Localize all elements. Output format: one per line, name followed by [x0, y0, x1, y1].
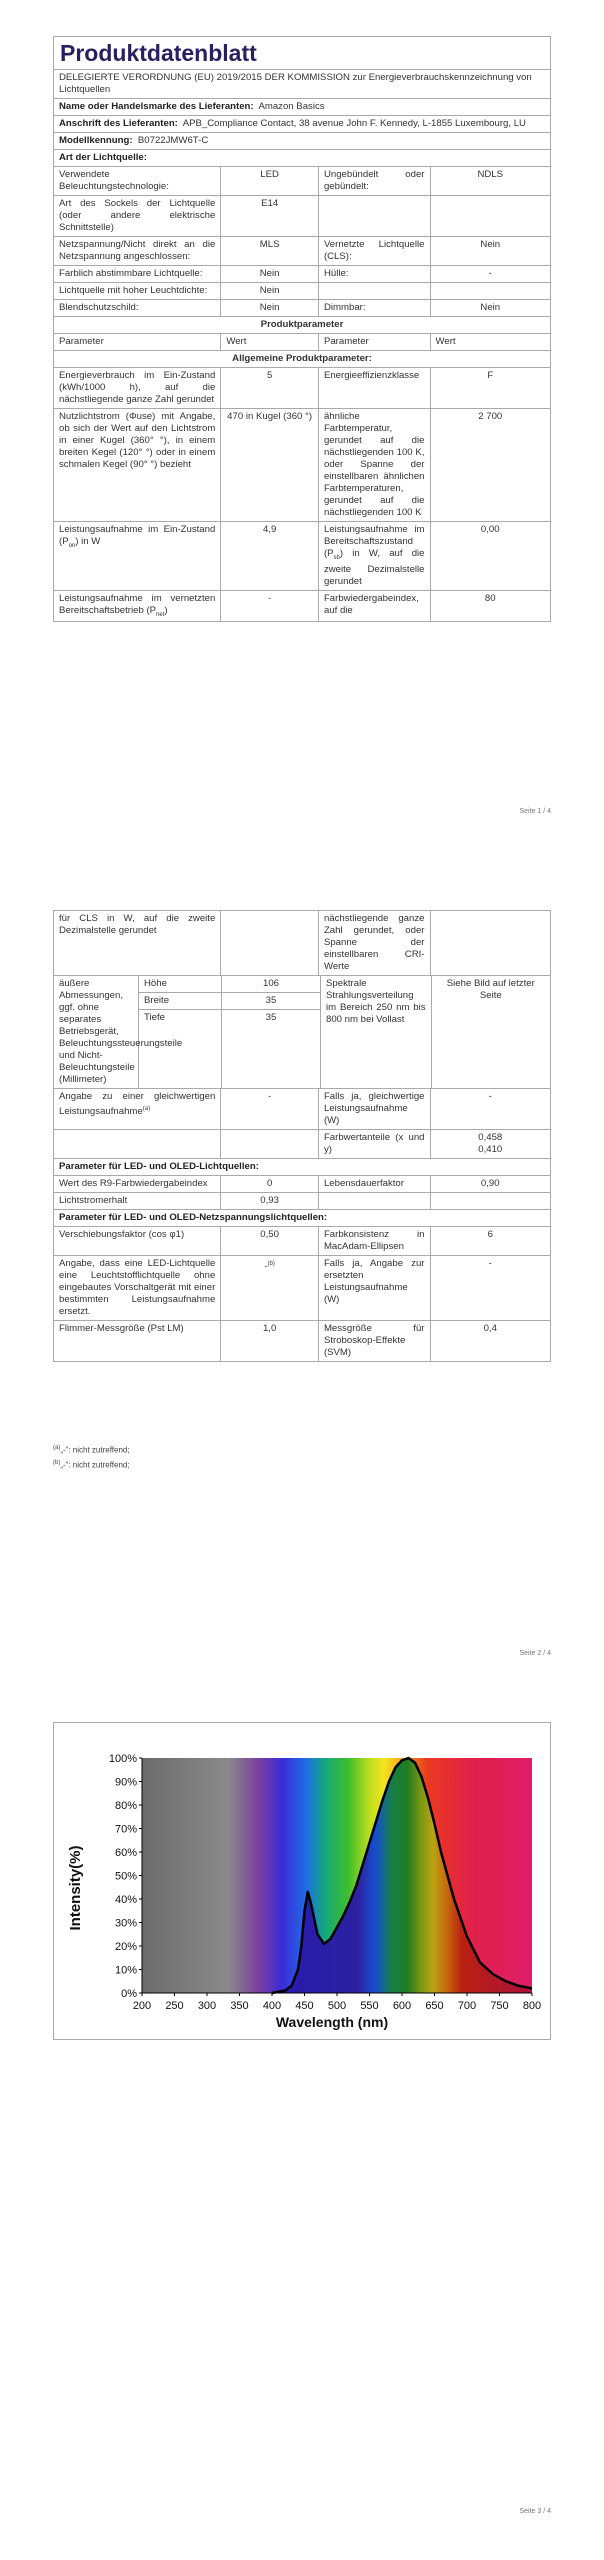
continuation-row: für CLS in W, auf die zweite Dezimalstelle gerundet nächstliegende ganze Zahl gerundet, oder Spanne der einstellbaren CRI-Werte — [54, 911, 550, 976]
type-row: Blendschutzschild: Nein Dimmbar: Nein — [54, 300, 550, 317]
x-tick-label: 550 — [360, 2000, 379, 2012]
supplier-name-row: Name oder Handelsmarke des Lieferanten: Amazon Basics — [59, 101, 325, 112]
y-tick-label: 80% — [114, 1800, 137, 1812]
product-params-header: Produktparameter — [54, 317, 550, 333]
y-tick-label: 50% — [114, 1870, 137, 1883]
general-row: Nutzlichtstrom (Φuse) mit Angabe, ob sich der Wert auf den Lichtstrom in einer Kugel (360° °), in einem breiten Kegel (120° °) oder in einem schmalen Kegel (90° °) bezieht 470 in Kugel (360 °) ähnliche Farbtemperatur, gerundet auf die nächstliegenden 100 K, oder Spanne der einstellbaren ähnlichen Farbtemperaturen, gerundet auf die nächstliegenden 100 K 2 700 — [54, 409, 550, 522]
plot-area — [142, 1758, 532, 1993]
footnote: $^{(a)}$„-“: nicht zutreffend; — [53, 1445, 130, 1455]
led-row: Lichtstromerhalt 0,93 — [54, 1193, 550, 1210]
mains-row: Flimmer-Messgröße (Pst LM) 1,0 Messgröße für Stroboskop-Effekte (SVM) 0,4 — [54, 1321, 550, 1361]
page-number: Seite 2 / 4 — [519, 1650, 551, 1657]
type-row: Art des Sockels der Lichtquelle (oder andere elektrische Schnittstelle) E14 — [54, 196, 550, 237]
type-row: Verwendete Beleuchtungstechnologie: LED Ungebündelt oder gebündelt: NDLS — [54, 167, 550, 196]
y-tick-label: 90% — [114, 1776, 137, 1789]
x-tick-label: 500 — [327, 2000, 347, 2012]
spectrum-chart-frame — [53, 1722, 551, 2040]
page-1 — [0, 0, 604, 820]
x-tick-label: 250 — [165, 2000, 184, 2012]
y-tick-label: 60% — [114, 1847, 137, 1859]
led-params-header: Parameter für LED- und OLED-Lichtquellen: — [59, 1161, 259, 1172]
y-tick-label: 20% — [114, 1941, 137, 1953]
y-tick-label: 100% — [108, 1753, 137, 1765]
y-axis-label: Intensity(%) — [67, 1845, 84, 1931]
mains-params-header: Parameter für LED- und OLED-Netzspannungslichtquellen: — [59, 1212, 328, 1223]
x-tick-label: 200 — [132, 2000, 152, 2012]
spectrum-chart — [54, 1723, 550, 2039]
led-row: Wert des R9-Farbwiedergabeindex 0 Lebensdauerfaktor 0,90 — [54, 1176, 550, 1193]
net-standby-row: Leistungsaufnahme im vernetzten Bereitschaftsbetrieb $(P_{net})$ - Farbwiedergabeindex, auf die 80 — [54, 591, 550, 621]
x-tick-label: 400 — [262, 2000, 282, 2012]
column-headers: Parameter Wert Parameter Wert — [54, 334, 550, 351]
light-source-type-header: Art der Lichtquelle: — [59, 152, 147, 163]
x-tick-label: 800 — [522, 2000, 542, 2012]
x-axis-label: Wavelength (nm) — [275, 2014, 389, 2030]
regulation-text: DELEGIERTE VERORDNUNG (EU) 2019/2015 DER KOMMISSION zur Energieverbrauchskennzeichnung von Lichtquellen — [59, 72, 532, 95]
x-tick-label: 700 — [457, 2000, 477, 2012]
type-row: Farblich abstimmbare Lichtquelle: Nein Hülle: - — [54, 266, 550, 283]
y-tick-label: 40% — [114, 1894, 137, 1906]
page-title: Produktdatenblatt — [54, 37, 550, 70]
x-tick-label: 650 — [425, 2000, 444, 2012]
footnote: $^{(b)}$„-“: nicht zutreffend; — [53, 1459, 130, 1470]
type-row: Netzspannung/Nicht direkt an die Netzspannung angeschlossen: MLS Vernetzte Lichtquelle (CLS): Nein — [54, 237, 550, 266]
x-tick-label: 450 — [295, 2000, 314, 2012]
footnotes — [53, 1442, 551, 1471]
page-number: Seite 1 / 4 — [519, 808, 551, 815]
mains-row: Angabe, dass eine LED-Lichtquelle eine Leuchtstofflichtquelle ohne eingebautes Vorschaltgerät mit einer bestimmten Leistungsaufnahme ersetzt. -$^{(b)}$ Falls ja, Angabe zur ersetzten Leistungsaufnahme (W) - — [54, 1256, 550, 1321]
general-params-header: Allgemeine Produktparameter: — [54, 351, 550, 367]
x-tick-label: 600 — [392, 2000, 412, 2012]
x-tick-label: 750 — [490, 2000, 509, 2012]
type-row: Lichtquelle mit hoher Leuchtdichte: Nein — [54, 283, 550, 300]
supplier-address-row: Anschrift des Lieferanten: APB_Compliance Contact, 38 avenue John F. Kennedy, L-1855 Luxembourg, LU — [59, 118, 526, 129]
general-row: Energieverbrauch im Ein-Zustand (kWh/1000 h), auf die nächstliegende ganze Zahl gerundet 5 Energieeffizienzklasse F — [54, 368, 550, 409]
equivalent-power-row: Angabe zu einer gleichwertigen Leistungsaufnahme$^{(a)}$ - Falls ja, gleichwertige Leistungsaufnahme (W) - — [54, 1089, 550, 1130]
x-tick-label: 300 — [197, 2000, 217, 2012]
y-tick-label: 70% — [114, 1823, 137, 1836]
y-tick-label: 10% — [114, 1964, 137, 1977]
page-number: Seite 3 / 4 — [519, 2508, 551, 2515]
datasheet-table — [53, 36, 551, 622]
model-row: Modellkennung: B0722JMW6T-C — [59, 135, 209, 146]
x-tick-label: 350 — [230, 2000, 249, 2012]
chromaticity-row: Farbwertanteile (x und y) 0,458 0,410 — [54, 1130, 550, 1159]
dimensions-row: äußere Abmessungen, ggf. ohne separates Betriebsgerät, Beleuchtungssteuerungsteile und Nicht-Beleuchtungsteile (Millimeter) Höhe 106 Breite 35 Tiefe 35 Spektrale Strahlungsverteilung im Bereich 250 nm bis 800 nm bei Vollast Siehe Bild auf letzter Seite — [54, 976, 550, 1089]
mains-row: Verschiebungsfaktor (cos φ1) 0,50 Farbkonsistenz in MacAdam-Ellipsen 6 — [54, 1227, 550, 1256]
page-2 — [0, 820, 604, 1670]
y-tick-label: 30% — [114, 1917, 137, 1930]
page-3 — [0, 1670, 604, 2560]
y-tick-label: 0% — [121, 1988, 137, 2000]
datasheet-table-continued — [53, 910, 551, 1362]
power-row: Leistungsaufnahme im Ein-Zustand $(P_{on})$ in W 4,9 Leistungsaufnahme im Bereitschaftszustand $(P_{sb})$ in W, auf die zweite Dezimalstelle gerundet 0,00 — [54, 522, 550, 591]
